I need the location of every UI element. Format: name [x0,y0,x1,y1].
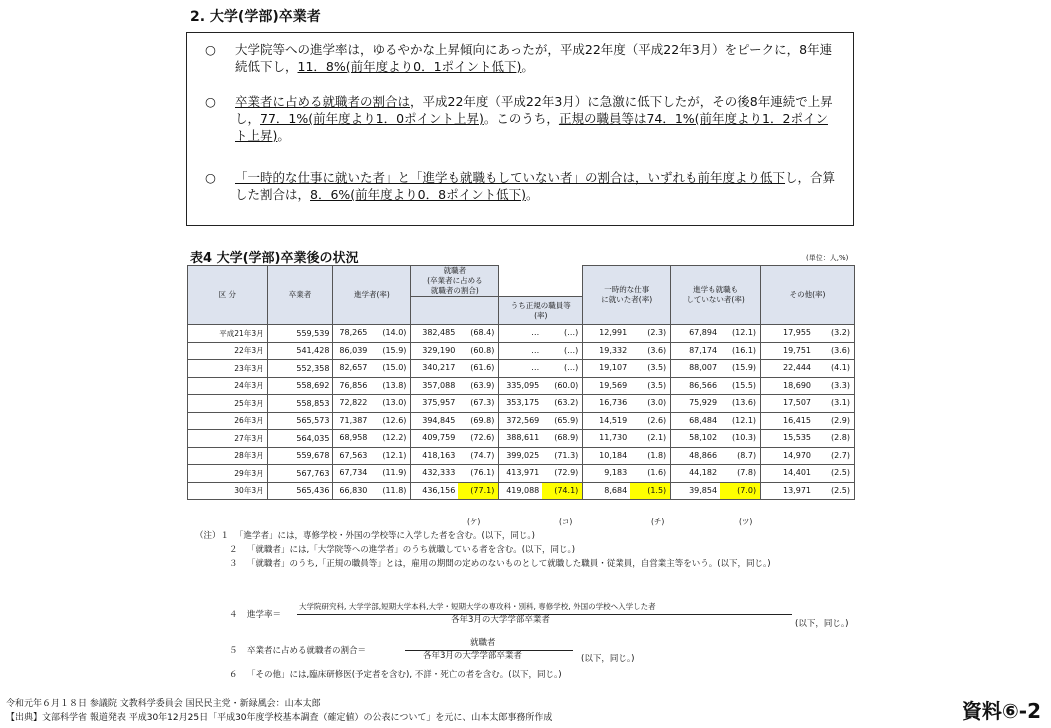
note-3-text: 「就職者」のうち,「正規の職員等」とは，雇用の期間の定めのないものとして就職した職員・従業員，自営業主等をいう。(以下，同じ。) [247,559,771,569]
cell-employed-rate: (77.1) [458,483,498,500]
cell-advance [333,395,411,413]
cell-neither-count: 48,866 [689,450,718,460]
cell-employed [411,482,499,500]
cell-employed-count: 382,485 [422,328,456,337]
cell-neither-count: 88,007 [689,363,718,372]
cell-other-rate: (2.9) [831,415,850,425]
cell-employed-rate: (67.3) [470,398,495,407]
cell-regular-count: 419,088 [506,485,540,495]
row-label: 23年3月 [188,360,268,378]
cell-temporary-rate: (1.8) [647,450,667,460]
cell-regular-count: … [531,363,540,372]
cell-graduates: 559,539 [267,325,333,343]
p2-underline-2: 77．1%(前年度より1．0ポイント上昇) [260,111,484,126]
cell-neither-rate: (12.1) [732,328,757,337]
note-5-numerator: 就職者 [470,638,496,648]
cell-advance [333,482,411,500]
row-label: 24年3月 [188,377,268,395]
cell-other-count: 16,415 [783,415,811,425]
footer-line-1: 令和元年６月１８日 参議院 文教科学委員会 国民民主党・新緑風会：山本太郎 [6,699,321,709]
header-regular: うち正規の職員等 (率) [499,297,583,325]
cell-employed-rate: (63.9) [470,380,495,390]
cell-advance-rate: (13.0) [382,398,407,407]
cell-temporary-count: 12,991 [599,328,628,337]
cell-temporary [583,325,671,343]
cell-temporary-count: 19,107 [599,363,628,372]
note-4-denominator: 各年3月の大学学部卒業者 [451,615,550,625]
cell-regular-count: 388,611 [506,433,540,442]
table-row [188,377,855,395]
cell-employed-count: 394,845 [422,415,456,425]
note-5-label: 卒業者に占める就職者の割合＝ [247,646,367,656]
cell-employed-count: 436,156 [422,485,456,495]
cell-other-rate: (3.6) [831,345,850,355]
cell-neither [671,325,761,343]
cell-neither-count: 87,174 [689,345,718,355]
note-2-num: ２ [229,545,238,555]
cell-other-count: 17,955 [783,328,811,337]
p3-underline-2: 8．6%(前年度より0．8ポイント低下) [310,187,526,202]
row-label: 25年3月 [188,395,268,413]
cell-regular-count: 353,175 [506,398,540,407]
p3-underline-1: 「一時的な仕事に就いた者」と「進学も就職もしていない者」の割合は，いずれも前年度より低下 [235,170,786,185]
cell-regular [499,395,583,413]
cell-advance-rate: (13.8) [382,380,407,390]
marker-chi: (チ) [651,517,665,526]
cell-advance-count: 66,830 [339,485,368,495]
cell-other [761,325,855,343]
cell-graduates: 558,692 [267,377,333,395]
cell-temporary [583,377,671,395]
cell-temporary-rate: (3.5) [647,363,667,372]
cell-advance [333,465,411,483]
cell-temporary [583,482,671,500]
table-row [188,395,855,413]
table-row [188,447,855,465]
cell-temporary-count: 10,184 [599,450,628,460]
cell-neither [671,342,761,360]
table-unit: (単位：人,%) [806,254,849,262]
bullet-icon: ○ [205,42,216,57]
row-label: 30年3月 [188,482,268,500]
header-category: 区 分 [188,266,268,325]
row-label: 27年3月 [188,430,268,448]
cell-employed [411,342,499,360]
cell-temporary-count: 9,183 [604,468,628,477]
header-employed: 就職者 (卒業者に占める 就職者の割合) [411,266,499,297]
cell-other-count: 14,970 [783,450,811,460]
cell-regular-rate: (60.0) [554,380,579,390]
cell-advance [333,342,411,360]
cell-employed [411,325,499,343]
cell-employed-count: 432,333 [422,468,456,477]
cell-other [761,430,855,448]
cell-neither-count: 68,484 [689,415,718,425]
cell-temporary-count: 8,684 [604,485,628,495]
cell-neither [671,360,761,378]
cell-graduates: 552,358 [267,360,333,378]
cell-other-rate: (2.5) [831,485,850,495]
cell-employed-rate: (60.8) [470,345,495,355]
cell-other [761,482,855,500]
table-row [188,360,855,378]
cell-other [761,395,855,413]
cell-temporary-count: 11,730 [599,433,628,442]
footer-line-2: 【出典】文部科学省 報道発表 平成30年12月25日「平成30年度学校基本調査（確定値）の公表について」を元に、山本太郎事務所作成 [6,713,553,723]
cell-regular [499,465,583,483]
table-title: 表4 大学(学部)卒業後の状況 [190,251,359,266]
cell-neither-rate: (16.1) [732,345,757,355]
note-6 [229,670,869,684]
header-employed-cont [411,297,499,325]
cell-other-rate: (2.7) [831,450,850,460]
cell-advance-count: 71,387 [339,415,368,425]
cell-other-rate: (4.1) [831,363,850,372]
note-1-text: 「進学者」には，専修学校・外国の学校等に入学した者を含む。(以下，同じ。) [235,531,535,541]
cell-regular-count: 399,025 [506,450,540,460]
cell-employed-count: 409,759 [422,433,456,442]
table-row [188,482,855,500]
summary-paragraph-3 [205,169,840,203]
cell-temporary [583,430,671,448]
p2-text-2: 。このうち， [483,111,559,126]
cell-regular [499,342,583,360]
cell-regular-rate: (74.1) [542,483,582,500]
header-other: その他(率) [761,266,855,325]
cell-regular [499,377,583,395]
marker-ko: (コ) [559,517,573,526]
cell-other-count: 15,535 [783,433,811,442]
cell-regular-rate: (63.2) [554,398,579,407]
table-row [188,325,855,343]
cell-regular [499,360,583,378]
cell-temporary-rate: (3.5) [647,380,667,390]
note-3-num: ３ [229,559,238,569]
cell-neither [671,482,761,500]
cell-regular-count: … [531,345,540,355]
cell-advance-rate: (15.9) [382,345,407,355]
cell-neither-count: 58,102 [689,433,718,442]
note-4 [229,602,869,636]
cell-advance-rate: (11.8) [382,485,407,495]
table-row [188,465,855,483]
cell-other-count: 22,444 [783,363,811,372]
note-1 [195,531,855,545]
p2-text: ，平成22年度（平成22年3月）に急激に低下したが，その後8年連続で上昇し， [235,94,833,126]
cell-regular [499,412,583,430]
cell-regular-rate: (…) [564,328,579,337]
cell-graduates: 564,035 [267,430,333,448]
header-neither: 進学も就職も していない者(率) [671,266,761,325]
row-label: 28年3月 [188,447,268,465]
p3-end: 。 [525,187,539,202]
note-3 [195,559,855,585]
cell-other-count: 13,971 [783,485,811,495]
cell-employed-count: 375,957 [422,398,456,407]
cell-neither-rate: (8.7) [737,450,757,460]
cell-advance [333,325,411,343]
cell-neither [671,395,761,413]
header-graduates: 卒業者 [267,266,333,325]
cell-regular [499,325,583,343]
cell-graduates: 559,678 [267,447,333,465]
row-label: 22年3月 [188,342,268,360]
header-advance: 進学者(率) [333,266,411,325]
cell-neither [671,377,761,395]
cell-neither-rate: (10.3) [732,433,757,442]
cell-advance [333,447,411,465]
cell-neither [671,412,761,430]
cell-employed [411,360,499,378]
cell-regular [499,430,583,448]
cell-employed-rate: (76.1) [470,468,495,477]
cell-advance-count: 76,856 [339,380,368,390]
row-label: 26年3月 [188,412,268,430]
note-4-tail: (以下，同じ。) [795,619,849,629]
cell-other-count: 19,751 [783,345,811,355]
cell-neither-rate: (7.0) [720,483,760,500]
note-2 [195,545,855,559]
cell-temporary-rate: (3.0) [647,398,667,407]
cell-advance-count: 68,958 [339,433,368,442]
cell-employed-count: 329,190 [422,345,456,355]
table-row [188,412,855,430]
cell-employed [411,412,499,430]
section-title: 2. 大学(学部)卒業者 [190,9,321,25]
cell-employed-rate: (68.4) [470,328,495,337]
cell-regular [499,482,583,500]
cell-temporary [583,447,671,465]
cell-neither-count: 39,854 [689,485,718,495]
cell-advance [333,430,411,448]
cell-other-rate: (3.3) [831,380,850,390]
cell-employed-rate: (74.7) [470,450,495,460]
cell-advance [333,377,411,395]
cell-temporary-rate: (3.6) [647,345,667,355]
row-label: 29年3月 [188,465,268,483]
cell-temporary-count: 16,736 [599,398,628,407]
cell-temporary-count: 19,332 [599,345,628,355]
note-5-tail: (以下，同じ。) [581,654,635,664]
note-4-label: 進学率＝ [247,610,282,620]
cell-advance-count: 82,657 [339,363,368,372]
cell-temporary [583,395,671,413]
cell-neither [671,465,761,483]
cell-regular-count: 372,569 [506,415,540,425]
cell-other [761,360,855,378]
cell-neither-count: 44,182 [689,468,718,477]
cell-regular-rate: (71.3) [554,450,579,460]
table-row [188,342,855,360]
cell-temporary-rate: (2.6) [647,415,667,425]
cell-other-rate: (2.8) [831,433,850,442]
cell-advance-count: 67,734 [339,468,368,477]
cell-neither-rate: (15.9) [732,363,757,372]
cell-advance-rate: (15.0) [382,363,407,372]
cell-other-rate: (3.1) [831,398,850,407]
cell-employed [411,465,499,483]
cell-regular-count: 413,971 [506,468,540,477]
graduates-table [187,265,855,500]
cell-other [761,412,855,430]
cell-temporary [583,465,671,483]
cell-neither-count: 86,566 [689,380,718,390]
note-1-num: （注）１ [195,531,230,541]
note-5-denominator: 各年3月の大学学部卒業者 [423,651,522,661]
cell-neither-rate: (13.6) [732,398,757,407]
cell-temporary-count: 14,519 [599,415,628,425]
cell-employed [411,395,499,413]
cell-advance [333,360,411,378]
cell-employed [411,430,499,448]
bullet-icon: ○ [205,170,216,185]
cell-temporary [583,360,671,378]
cell-temporary-rate: (1.5) [630,483,670,500]
cell-neither-rate: (15.5) [732,380,757,390]
marker-ke: (ケ) [467,517,481,526]
note-4-num: ４ [229,610,238,620]
cell-employed [411,377,499,395]
p1-underline: 11．8%(前年度より0．1ポイント低下) [297,59,522,74]
cell-other [761,465,855,483]
row-label: 平成21年3月 [188,325,268,343]
cell-advance-rate: (11.9) [382,468,407,477]
cell-temporary-rate: (2.1) [647,433,667,442]
cell-advance-count: 67,563 [339,450,368,460]
summary-paragraph-2 [205,93,840,144]
cell-neither-rate: (7.8) [737,468,757,477]
cell-employed [411,447,499,465]
cell-regular-count: … [531,328,540,337]
table-row [188,430,855,448]
document-ref-label: 資料⑥-2 [961,699,1041,723]
cell-regular-rate: (…) [564,363,579,372]
cell-graduates: 558,853 [267,395,333,413]
cell-neither [671,447,761,465]
cell-graduates: 565,436 [267,482,333,500]
bullet-icon: ○ [205,94,216,109]
marker-tsu: (ツ) [739,517,753,526]
cell-regular [499,447,583,465]
cell-regular-rate: (…) [564,345,579,355]
cell-employed-count: 357,088 [422,380,456,390]
cell-employed-count: 340,217 [422,363,456,372]
cell-neither-rate: (12.1) [732,415,757,425]
note-6-num: ６ [229,670,238,680]
cell-other-rate: (3.2) [831,328,850,337]
cell-advance-rate: (14.0) [382,328,407,337]
note-2-text: 「就職者」には,「大学院等への進学者」のうち就職している者を含む。(以下，同じ。) [247,545,576,555]
header-blank [499,266,583,297]
note-5-num: ５ [229,646,238,656]
cell-temporary [583,412,671,430]
note-5 [229,638,869,668]
cell-advance-rate: (12.2) [382,433,407,442]
p2-end: 。 [277,128,290,143]
p1-text: 大学院等への進学率は，ゆるやかな上昇傾向にあったが，平成22年度（平成22年3月）をピークに，8年連続低下し， [235,42,833,74]
summary-box [186,32,854,226]
p3-text: し，合算した割合は， [235,170,836,202]
cell-temporary [583,342,671,360]
note-6-text: 「その他」には,臨床研修医(予定者を含む), 不詳・死亡の者を含む。(以下，同じ。) [247,670,562,680]
cell-neither-count: 75,929 [689,398,718,407]
cell-neither [671,430,761,448]
cell-regular-rate: (65.9) [554,415,579,425]
cell-neither-count: 67,894 [689,328,718,337]
note-4-numerator: 大学院研究科, 大学学部,短期大学本科,大学・短期大学の専攻科・別科, 専修学校, 外国の学校へ入学した者 [299,602,656,611]
cell-other [761,377,855,395]
cell-temporary-count: 19,569 [599,380,628,390]
cell-other [761,342,855,360]
cell-employed-rate: (61.6) [470,363,495,372]
cell-temporary-rate: (2.3) [647,328,667,337]
cell-graduates: 541,428 [267,342,333,360]
cell-employed-rate: (69.8) [470,415,495,425]
cell-other [761,447,855,465]
cell-advance-count: 72,822 [339,398,368,407]
cell-regular-rate: (68.9) [554,433,579,442]
cell-graduates: 565,573 [267,412,333,430]
cell-other-count: 14,401 [783,468,811,477]
cell-advance [333,412,411,430]
notes [195,531,855,585]
p1-end: 。 [521,59,534,74]
cell-advance-rate: (12.6) [382,415,407,425]
cell-other-rate: (2.5) [831,468,850,477]
cell-advance-count: 78,265 [339,328,368,337]
header-temporary: 一時的な仕事 に就いた者(率) [583,266,671,325]
cell-graduates: 567,763 [267,465,333,483]
cell-regular-count: 335,095 [506,380,540,390]
cell-other-count: 18,690 [783,380,811,390]
p2-underline-3: 正規の職員等は74．1%(前年度より1．2ポイント上昇) [235,111,828,143]
cell-regular-rate: (72.9) [554,468,579,477]
cell-other-count: 17,507 [783,398,811,407]
p2-underline-1: 卒業者に占める就職者の割合は [235,94,411,109]
cell-employed-rate: (72.6) [470,433,495,442]
cell-advance-count: 86,039 [339,345,368,355]
cell-advance-rate: (12.1) [382,450,407,460]
cell-temporary-rate: (1.6) [647,468,667,477]
cell-employed-count: 418,163 [422,450,456,460]
summary-paragraph-1 [205,41,840,75]
